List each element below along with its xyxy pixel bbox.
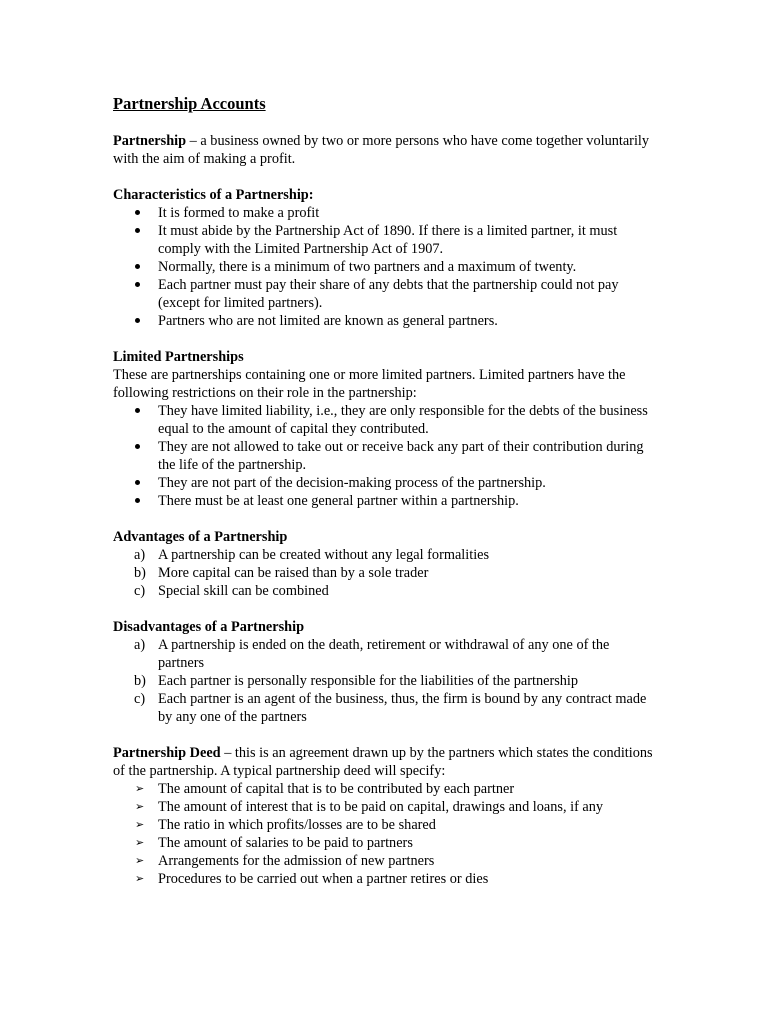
list-item-text: They are not part of the decision-making process of the partnership. bbox=[158, 475, 546, 491]
arrow-bullet-icon: ➢ bbox=[135, 782, 145, 795]
deed-term: Partnership Deed bbox=[113, 745, 221, 761]
list-marker: c) bbox=[134, 583, 146, 599]
partnership-definition bbox=[113, 132, 653, 168]
list-item bbox=[113, 582, 653, 600]
definition-term: Partnership bbox=[113, 133, 187, 149]
list-marker: a) bbox=[134, 547, 146, 563]
list-item bbox=[113, 672, 653, 690]
list-item bbox=[113, 402, 653, 438]
list-item bbox=[113, 798, 653, 816]
list-item bbox=[113, 204, 653, 222]
spacer bbox=[113, 330, 653, 348]
arrow-bullet-icon: ➢ bbox=[135, 836, 145, 849]
characteristics-list bbox=[113, 204, 653, 330]
list-item-text: A partnership can be created without any legal formalities bbox=[158, 547, 490, 563]
list-item-text: The amount of capital that is to be contributed by each partner bbox=[158, 781, 515, 797]
list-item-text: They are not allowed to take out or receive back any part of their contribution during the life of the partnership. bbox=[158, 439, 644, 473]
list-item-text: Each partner is an agent of the business, thus, the firm is bound by any contract made by any one of the partners bbox=[158, 691, 647, 725]
list-marker: b) bbox=[134, 565, 146, 581]
deed-list bbox=[113, 780, 653, 888]
list-item bbox=[113, 564, 653, 582]
list-item bbox=[113, 870, 653, 888]
list-item-text: The amount of interest that is to be paid on capital, drawings and loans, if any bbox=[158, 799, 604, 815]
list-item bbox=[113, 474, 653, 492]
advantages-list bbox=[113, 546, 653, 600]
spacer bbox=[113, 600, 653, 618]
limited-list bbox=[113, 402, 653, 510]
list-marker: c) bbox=[134, 691, 146, 707]
list-item bbox=[113, 816, 653, 834]
deed-text: – this is an agreement drawn up by the partners which states the conditions of the partnership. A typical partnership deed will specify: bbox=[113, 745, 653, 779]
list-item-text: Normally, there is a minimum of two partners and a maximum of twenty. bbox=[158, 259, 577, 275]
arrow-bullet-icon: ➢ bbox=[135, 854, 145, 867]
list-item-text: They have limited liability, i.e., they are only responsible for the debts of the business equal to the amount of capital they contributed. bbox=[158, 403, 648, 437]
page-title: Partnership Accounts bbox=[113, 94, 266, 113]
list-item-text: There must be at least one general partner within a partnership. bbox=[158, 493, 519, 509]
limited-heading: Limited Partnerships bbox=[113, 349, 244, 365]
list-item bbox=[113, 438, 653, 474]
list-item bbox=[113, 852, 653, 870]
spacer bbox=[113, 726, 653, 744]
limited-intro: These are partnerships containing one or more limited partners. Limited partners have the following restrictions on their role in the partnership: bbox=[113, 367, 626, 401]
deed-definition bbox=[113, 744, 653, 780]
list-item bbox=[113, 258, 653, 276]
list-item-text: Partners who are not limited are known as general partners. bbox=[158, 313, 498, 329]
list-item-text: Each partner must pay their share of any debts that the partnership could not pay (except for limited partners). bbox=[158, 277, 619, 311]
list-item bbox=[113, 834, 653, 852]
list-item-text: Arrangements for the admission of new partners bbox=[158, 853, 435, 869]
list-item-text: The ratio in which profits/losses are to be shared bbox=[158, 817, 436, 833]
spacer bbox=[113, 510, 653, 528]
list-marker: a) bbox=[134, 637, 146, 653]
list-item bbox=[113, 276, 653, 312]
list-item-text: More capital can be raised than by a sole trader bbox=[158, 565, 429, 581]
arrow-bullet-icon: ➢ bbox=[135, 800, 145, 813]
list-item-text: A partnership is ended on the death, retirement or withdrawal of any one of the partners bbox=[158, 637, 610, 671]
list-item-text: Procedures to be carried out when a partner retires or dies bbox=[158, 871, 489, 887]
definition-text: – a business owned by two or more persons who have come together voluntarily with the aim of making a profit. bbox=[113, 133, 650, 167]
arrow-bullet-icon: ➢ bbox=[135, 872, 145, 885]
list-item bbox=[113, 546, 653, 564]
disadvantages-heading: Disadvantages of a Partnership bbox=[113, 619, 305, 635]
disadvantages-list bbox=[113, 636, 653, 726]
list-item-text: It must abide by the Partnership Act of 1890. If there is a limited partner, it must comply with the Limited Partnership Act of 1907. bbox=[158, 223, 618, 257]
list-item bbox=[113, 222, 653, 258]
arrow-bullet-icon: ➢ bbox=[135, 818, 145, 831]
spacer bbox=[113, 168, 653, 186]
list-marker: b) bbox=[134, 673, 146, 689]
list-item bbox=[113, 636, 653, 672]
list-item bbox=[113, 312, 653, 330]
list-item-text: Each partner is personally responsible for the liabilities of the partnership bbox=[158, 673, 579, 689]
list-item-text: The amount of salaries to be paid to partners bbox=[158, 835, 413, 851]
list-item bbox=[113, 690, 653, 726]
list-item-text: It is formed to make a profit bbox=[158, 205, 320, 221]
document-page bbox=[113, 94, 653, 888]
list-item bbox=[113, 492, 653, 510]
list-item bbox=[113, 780, 653, 798]
advantages-heading: Advantages of a Partnership bbox=[113, 529, 288, 545]
characteristics-heading: Characteristics of a Partnership: bbox=[113, 187, 314, 203]
list-item-text: Special skill can be combined bbox=[158, 583, 329, 599]
